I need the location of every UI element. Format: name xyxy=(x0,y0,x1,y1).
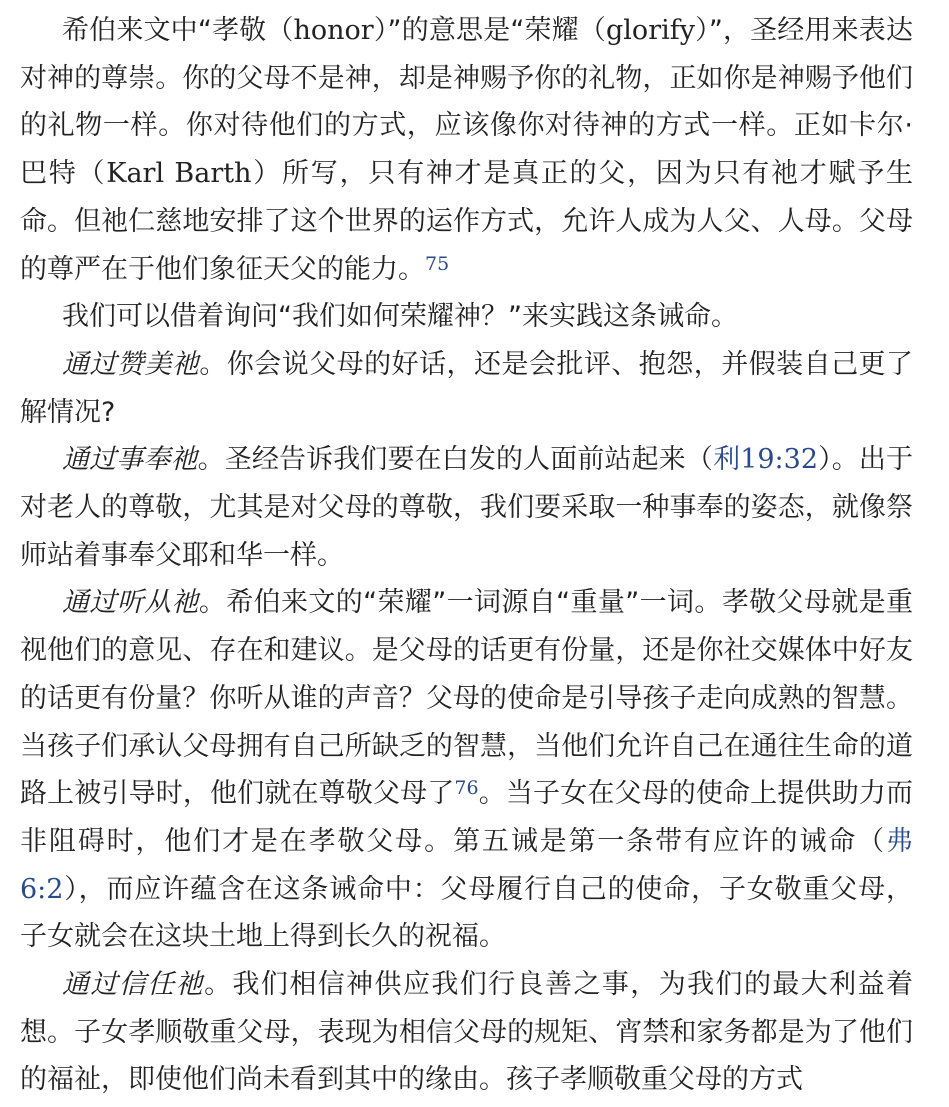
paragraph-honor-meaning xyxy=(20,7,913,293)
footnote-link-76[interactable]: 76 xyxy=(454,777,479,800)
text-segment: 。我们相信神供应我们行良善之事，为我们的最大利益着想。子女孝顺敬重父母，表现为相信父母的规矩、宵禁和家务都是为了他们的福祉，即使他们尚未看到其中的缘由。孩子孝顺敬重父母的方式 xyxy=(20,969,914,1096)
text-segment: 。你会说父母的好话，还是会批评、抱怨，并假装自己更了解情况? xyxy=(20,348,914,428)
paragraph-intro-question xyxy=(20,293,913,341)
scripture-book: 利 xyxy=(713,444,741,476)
footnote-link-75[interactable]: 75 xyxy=(425,252,450,275)
scripture-link-lev-19-32[interactable] xyxy=(713,444,818,475)
lead-phrase-praise: 通过赞美祂 xyxy=(62,348,200,380)
scripture-book: 弗 xyxy=(886,825,913,857)
lead-phrase-obey: 通过听从祂 xyxy=(62,587,199,619)
text-segment: 我们可以借着询问“我们如何荣耀神？”来实践这条诫命。 xyxy=(62,301,738,333)
text-segment: ）”的意思是“荣耀（ xyxy=(373,15,607,46)
latin-term-honor: honor xyxy=(293,15,374,46)
text-segment: ），而应许蕴含在这条诫命中：父母履行自己的使命，子女敬重父母，子女就会在这块土地上得到长久的祝福。 xyxy=(20,873,913,953)
latin-name-karl-barth: Karl Barth xyxy=(106,158,252,190)
text-segment: ）。出于对老人的尊敬，尤其是对父母的尊敬，我们要采取一种事奉的姿态，就像祭师站着事奉父耶和华一样。 xyxy=(20,444,914,571)
document-body xyxy=(20,7,913,1104)
scripture-verse: 19:32 xyxy=(740,444,819,476)
text-segment: 。当子女在父母的使命上提供助力而非阻碍时，他们才是在孝敬父母。第五诫是第一条带有应许的诫命（ xyxy=(20,778,913,857)
text-segment: 希伯来文中“孝敬（ xyxy=(62,15,294,46)
paragraph-praise xyxy=(20,341,913,436)
paragraph-trust xyxy=(20,961,913,1104)
scripture-verse: 6:2 xyxy=(20,873,64,905)
paragraph-serve xyxy=(20,436,913,579)
paragraph-obey xyxy=(20,579,913,961)
latin-term-glorify: glorify xyxy=(606,15,695,46)
text-segment: 。圣经告诉我们要在白发的人面前站起来（ xyxy=(197,444,714,476)
lead-phrase-serve: 通过事奉祂 xyxy=(62,444,198,476)
text-segment: ）所写，只有神才是真正的父，因为只有祂才赋予生命。但祂仁慈地安排了这个世界的运作方式，允许人成为人父、人母。父母的尊严在于他们象征天父的能力。 xyxy=(20,158,914,285)
lead-phrase-trust: 通过信任祂 xyxy=(62,969,205,1001)
text-segment: 。希伯来文的“荣耀”一词源自“重量”一词。孝敬父母就是重视他们的意见、存在和建议。是父母的话更有份量，还是你社交媒体中好友的话更有份量？你听从谁的声音？父母的使命是引导孩子走向成熟的智慧。当孩子们承认父母拥有自己所缺乏的智慧，当他们允许自己在通往生命的道路上被引导时，他们就在尊敬父母了 xyxy=(20,587,914,810)
text-segment: ）”，圣经用来表达对神的尊崇。你的父母不是神，却是神赐予你的礼物，正如你是神赐予他们的礼物一样。你对待他们的方式，应该像你对待神的方式一样。正如卡尔·巴特（ xyxy=(20,15,913,190)
